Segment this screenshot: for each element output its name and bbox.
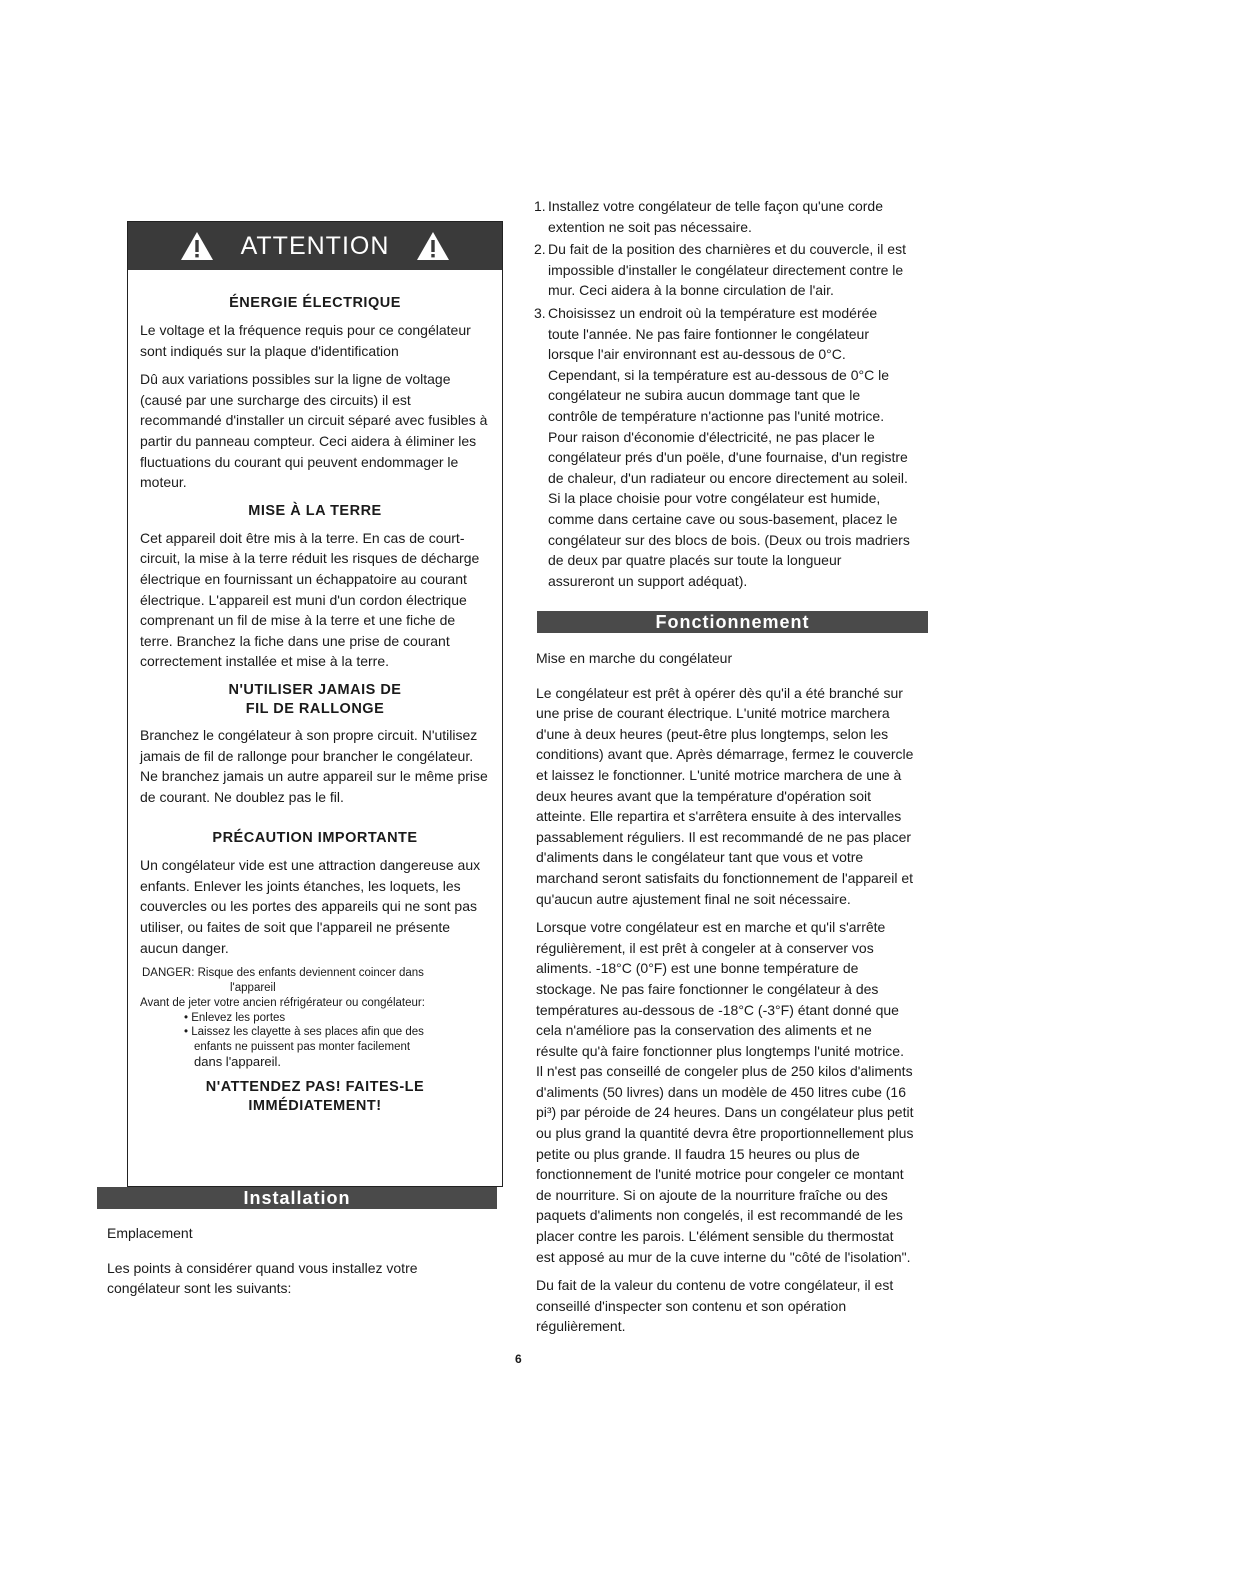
emplacement-subhead: Emplacement bbox=[107, 1225, 193, 1241]
precaution-paragraph: Un congélateur vide est une attraction dangereuse aux enfants. Enlever les joints étanches, les loquets, les couvercles ou les portes des appareils qui ne sont pas utiliser, ou faites de soit que l'appareil ne présente aucun danger. bbox=[140, 857, 481, 956]
item-number: 3. bbox=[534, 304, 546, 321]
energie-heading: ÉNERGIE ÉLECTRIQUE bbox=[229, 295, 401, 311]
closing-line-2: IMMÉDIATEMENT! bbox=[248, 1097, 382, 1114]
fonctionnement-subhead: Mise en marche du congélateur bbox=[536, 650, 733, 666]
energie-paragraph-2: Dû aux variations possibles sur la ligne de voltage (causé par une surcharge des circuits) il est recommandé d'installer un circuit séparé avec fusibles à partir du panneau compteur. Ceci aidera à éliminer les fluctuations du courant qui peuvent endommager le moteur. bbox=[140, 371, 488, 491]
item-number: 2. bbox=[534, 241, 546, 258]
danger-line-2: l'appareil bbox=[230, 982, 276, 995]
rallonge-heading-line-1: N'UTILISER JAMAIS DE bbox=[228, 681, 402, 698]
attention-box bbox=[127, 221, 503, 1187]
installation-bar-label: Installation bbox=[243, 1187, 351, 1208]
item-number: 1. bbox=[534, 198, 546, 214]
fonctionnement-paragraph-3: Du fait de la valeur du contenu de votre congélateur, il est conseillé d'inspecter son contenu et son opération régulièrement. bbox=[536, 1277, 894, 1335]
danger-bullet-1: • Enlevez les portes bbox=[184, 1011, 286, 1024]
installation-list-column bbox=[534, 196, 910, 591]
installation-left-text bbox=[107, 1223, 477, 1299]
fonctionnement-paragraph-2: Lorsque votre congélateur est en marche et qu'il s'arrête régulièrement, il est prêt à congeler at à conserver vos aliments. -18°C (0°F) est une bonne température de stockage. Ne pas faire fonctionner le congélateur à des températures au-dessous de -18°C (-3°F) étant donné que cela n'améliore pas la conservation des aliments et ne résulte qu'à faire fonctionner plus longtemps l'unité motrice. Il n'est pas conseillé de congeler plus de 250 kilos d'aliments d'aliments (50 livres) dans un modèle de 450 litres cube (16 pi³) par péroide de 24 heures. Dans un congélateur plus petit ou plus grand la quantité devra être proportionnellement plus petite ou plus grande. Il faudra 15 heures ou plus de fonctionnement de l'unité motrice pour congeler ce montant de nourriture. Si on ajoute de la nourriture fraîche ou des paquets d'aliments non congelés, il est recommandé de les placer contre les parois. L'élément sensible du thermostat est apposé au mur de la cuve interne du "côté de l'isolation". bbox=[536, 919, 914, 1265]
energie-paragraph-1: Le voltage et la fréquence requis pour ce congélateur sont indiqués sur la plaque d'identification bbox=[140, 322, 471, 359]
attention-banner bbox=[128, 222, 502, 270]
item-text: Choisissez un endroit où la température est modérée toute l'année. Ne pas faire fontionner le congélateur lorsque l'air environnant est au-dessous de 0°C. Cependant, si la température est au-dessous de 0°C le congélateur ne subira aucun dommage tant que le contrôle de température n'actionne pas l'unité motrice. Pour raison d'économie d'électricité, ne pas placer le congélateur prés d'un poële, d'une fournaise, d'un registre de chaleur, d'un radiateur ou encore directement au soleil. Si la place choisie pour votre congélateur est humide, comme dans certaine cave ou sous-basement, placez le congélateur sur des blocs de bois. (Deux ou trois madriers de deux par quatre placés sur toute la longueur assureront un support adéquat). bbox=[548, 304, 910, 589]
installation-intro: Les points à considérer quand vous installez votre congélateur sont les suivants: bbox=[107, 1259, 418, 1297]
warning-triangle-icon bbox=[415, 230, 451, 262]
installation-item bbox=[534, 196, 910, 237]
installation-item bbox=[534, 239, 910, 301]
precaution-heading: PRÉCAUTION IMPORTANTE bbox=[212, 830, 418, 847]
rallonge-heading bbox=[140, 681, 490, 719]
installation-list bbox=[534, 196, 910, 591]
rallonge-paragraph: Branchez le congélateur à son propre circuit. N'utilisez jamais de fil de rallonge pour brancher le congélateur. Ne branchez jamais un autre appareil sur le même prise de courant. Ne doublez pas le fil. bbox=[140, 726, 488, 805]
item-text: Du fait de la position des charnières et du couvercle, il est impossible d'installer le congélateur directement contre le mur. Ceci aidera à la bonne circulation de l'air. bbox=[548, 241, 906, 299]
fonctionnement-paragraph-1: Le congélateur est prêt à opérer dès qu'il a été branché sur une prise de courant électrique. L'unité motrice marchera d'une à deux heures (peut-être plus longtemps, selon les conditions) avant que. Après démarrage, fermez le couvercle et laissez le fonctionner. L'unité motrice marchera de une à deux heures avant que la température d'opération soit atteinte. Elle repartira et s'arrêtera ensuite à des intervalles passablement réguliers. Il est recommandé de ne pas placer d'aliments dans le congélateur tant que vous et votre marchand seront satisfaits du fonctionnement de l'appareil et qu'aucun autre ajustement final ne soit nécessaire. bbox=[536, 684, 914, 907]
danger-line-1: DANGER: Risque des enfants deviennent coincer dans bbox=[142, 967, 424, 980]
terre-heading: MISE À LA TERRE bbox=[248, 502, 382, 519]
installation-item bbox=[534, 303, 910, 591]
item-text: Installez votre congélateur de telle façon qu'une corde extention ne soit pas nécessaire. bbox=[548, 198, 884, 235]
fonctionnement-bar-label: Fonctionnement bbox=[655, 611, 810, 632]
terre-paragraph: Cet appareil doit être mis à la terre. En cas de court-circuit, la mise à la terre réduit les risques de décharge électrique en fournissant un échappatoire au courant électrique. L'appareil est muni d'un cordon électrique comprenant un fil de mise à la terre et une fiche de terre. Branchez la fiche dans une prise de courant correctement installée et mise à la terre. bbox=[140, 529, 480, 670]
page-number: 6 bbox=[515, 1352, 522, 1366]
danger-block bbox=[140, 966, 490, 1070]
closing-line-1: N'ATTENDEZ PAS! FAITES-LE bbox=[205, 1078, 425, 1095]
warning-triangle-icon bbox=[179, 230, 215, 262]
danger-bullet-2b: enfants ne puissent pas monter facilement bbox=[194, 1041, 411, 1054]
danger-bullet-2: • Laissez les clayette à ses places afin que des bbox=[184, 1026, 424, 1039]
attention-title: ATTENTION bbox=[240, 231, 390, 260]
fonctionnement-bar bbox=[537, 611, 928, 633]
danger-bullet-2c: dans l'appareil. bbox=[194, 1054, 282, 1070]
danger-line-3: Avant de jeter votre ancien réfrigérateur ou congélateur: bbox=[140, 996, 425, 1009]
closing-heading bbox=[140, 1078, 490, 1116]
fonctionnement-column bbox=[536, 648, 914, 1337]
installation-bar bbox=[97, 1187, 497, 1209]
attention-content bbox=[128, 294, 502, 1123]
rallonge-heading-line-2: FIL DE RALLONGE bbox=[245, 700, 385, 717]
